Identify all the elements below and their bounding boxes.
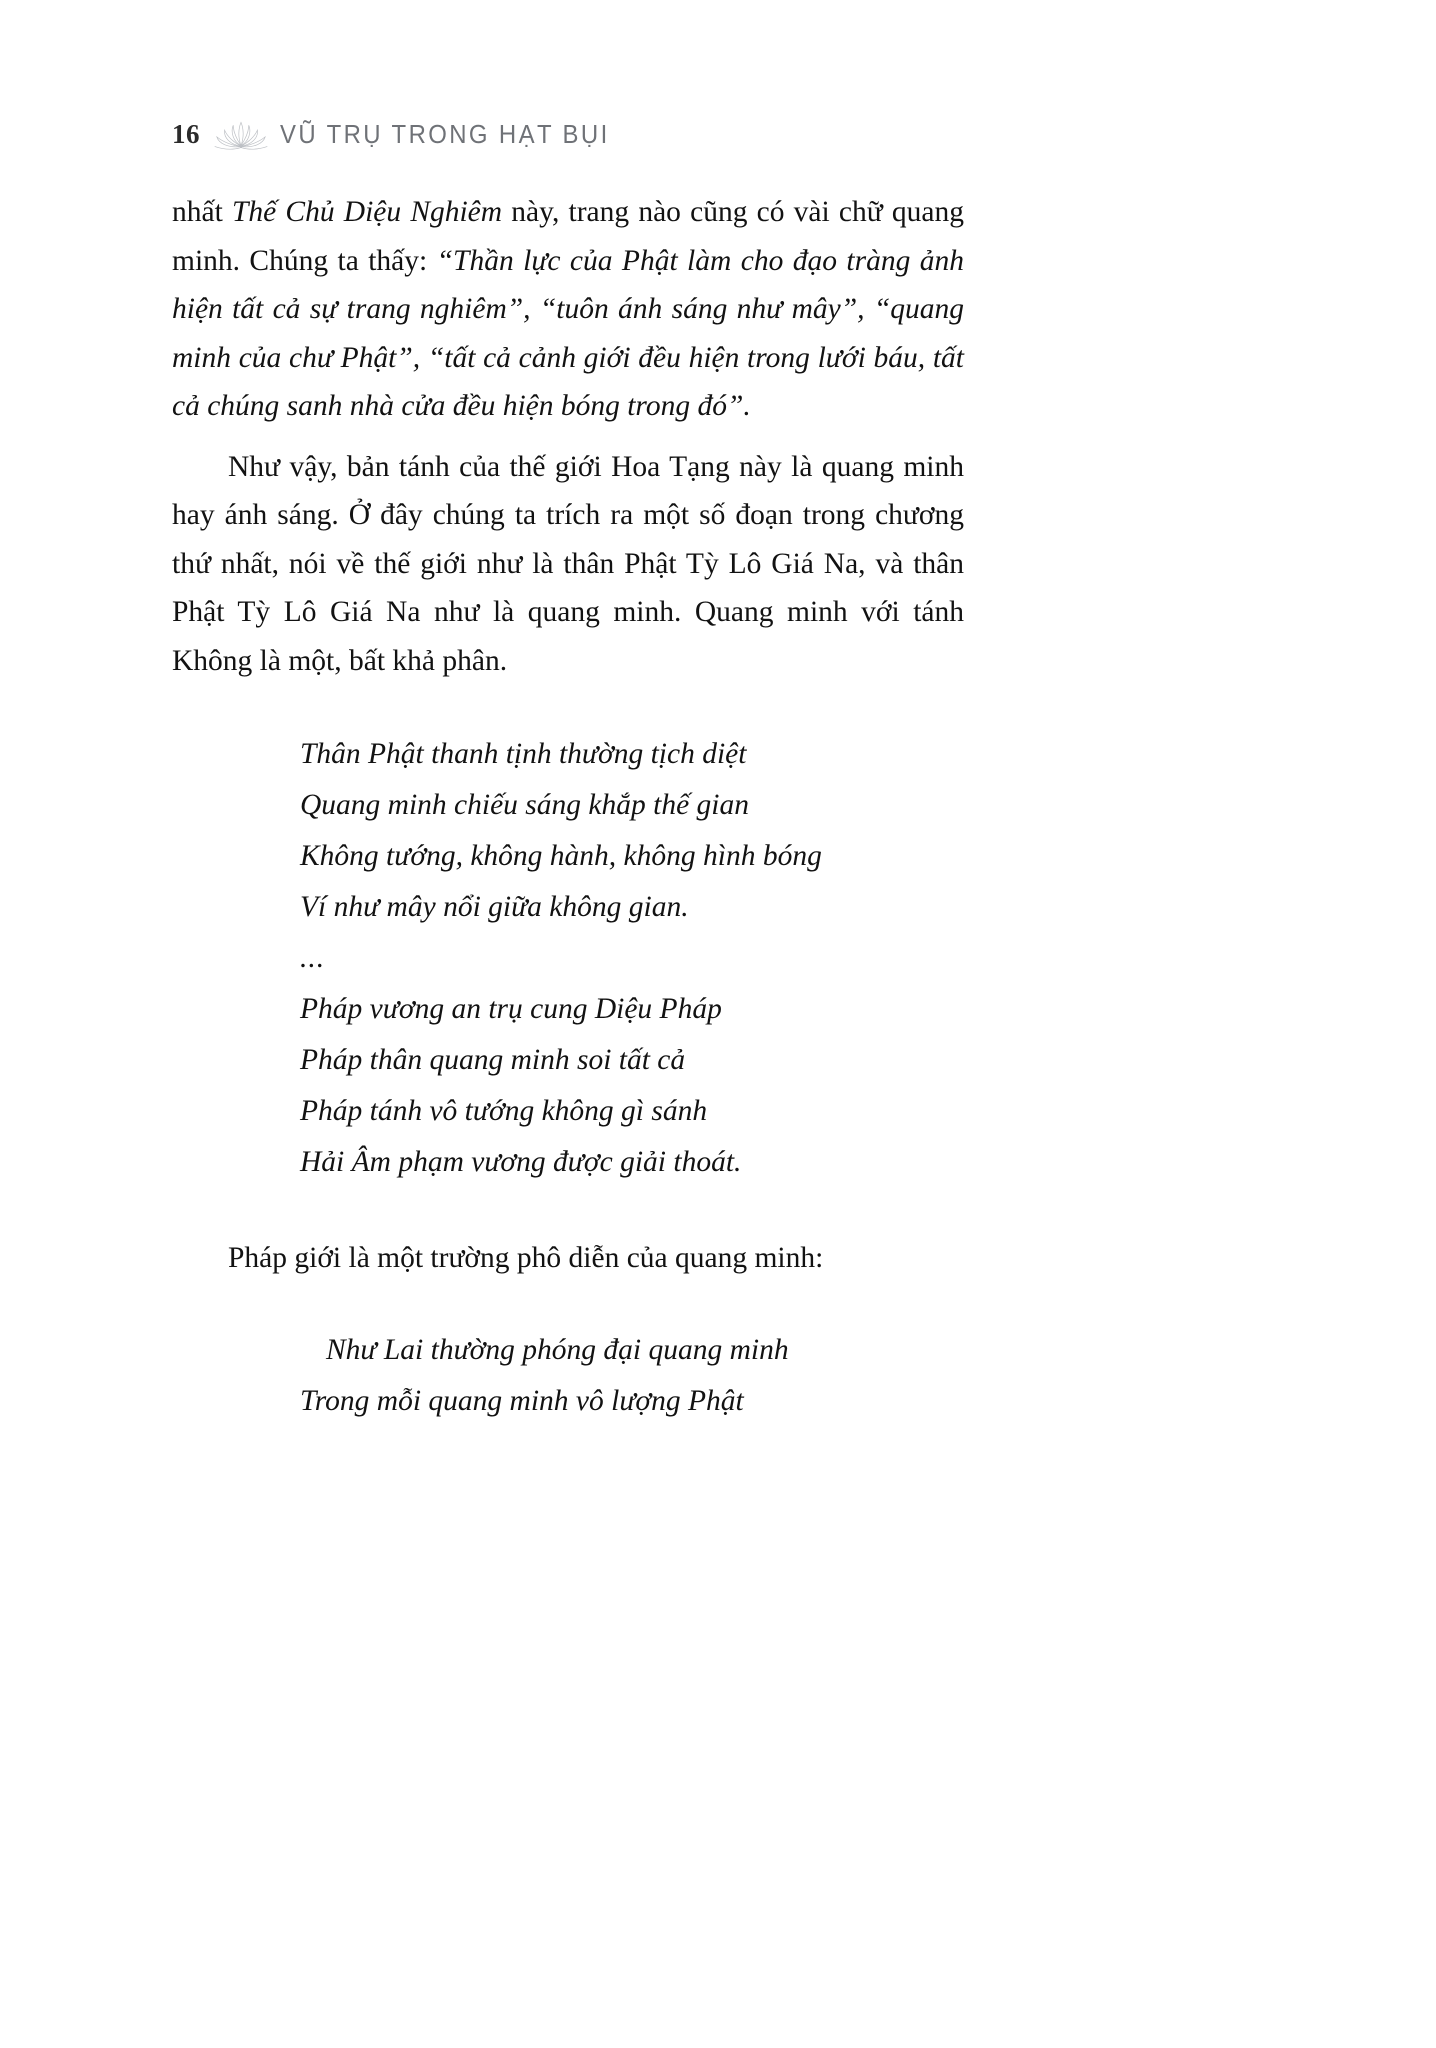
text-column xyxy=(172,188,964,1427)
paragraph-continued xyxy=(172,188,964,431)
verse-line: Thân Phật thanh tịnh thường tịch diệt xyxy=(300,738,747,770)
verse-line: Pháp tánh vô tướng không gì sánh xyxy=(300,1095,708,1127)
paragraph-hoa-tang: Như vậy, bản tánh của thế giới Hoa Tạng này là quang minh hay ánh sáng. Ở đây chúng ta trích ra một số đoạn trong chương thứ nhất, nói về thế giới như là thân Phật Tỳ Lô Giá Na, và thân Phật Tỳ Lô Giá Na như là quang minh. Quang minh với tánh Không là một, bất khả phân. xyxy=(172,450,964,677)
verse-line: Ví như mây nổi giữa không gian. xyxy=(300,891,689,923)
verse-stanza-1 xyxy=(300,729,964,933)
running-head xyxy=(172,112,638,156)
verse-line: Không tướng, không hành, không hình bóng xyxy=(300,840,822,872)
lotus-ornament-icon xyxy=(212,117,270,151)
para1-seg3: này, trang nào cũng có vài chữ quang minh. Chúng ta thấy: xyxy=(172,196,964,277)
verse-line: Như Lai thường phóng đại quang minh xyxy=(326,1333,789,1366)
verse-stanza-3 xyxy=(300,1325,964,1427)
sutra-quotations-italic: “Thần lực của Phật làm cho đạo tràng ảnh hiện tất cả sự trang nghiêm”, “tuôn ánh sáng như mây”, “quang minh của chư Phật”, “tất cả cảnh giới đều hiện trong lưới báu, tất cả chúng sanh nhà cửa đều hiện bóng trong đó”. xyxy=(172,244,964,422)
verse-stanza-2 xyxy=(300,984,964,1188)
verse-ellipsis-block xyxy=(300,933,964,984)
verse-line: Quang minh chiếu sáng khắp thế gian xyxy=(300,789,749,821)
book-title-italic: Thế Chủ Diệu Nghiêm xyxy=(231,196,503,228)
verse-line: Pháp vương an trụ cung Diệu Pháp xyxy=(300,993,722,1025)
running-title: VŨ TRỤ TRONG HẠT BỤI xyxy=(280,119,610,149)
para1-seg1: nhất xyxy=(172,196,232,228)
page-number: 16 xyxy=(172,118,200,149)
verse-ellipsis: ... xyxy=(300,942,326,974)
verse-line: Hải Âm phạm vương được giải thoát. xyxy=(300,1146,742,1178)
paragraph-lead-in: Pháp giới là một trường phô diễn của quang minh: xyxy=(228,1242,824,1274)
verse-line: Pháp thân quang minh soi tất cả xyxy=(300,1044,686,1076)
verse-line: Trong mỗi quang minh vô lượng Phật xyxy=(300,1384,744,1417)
